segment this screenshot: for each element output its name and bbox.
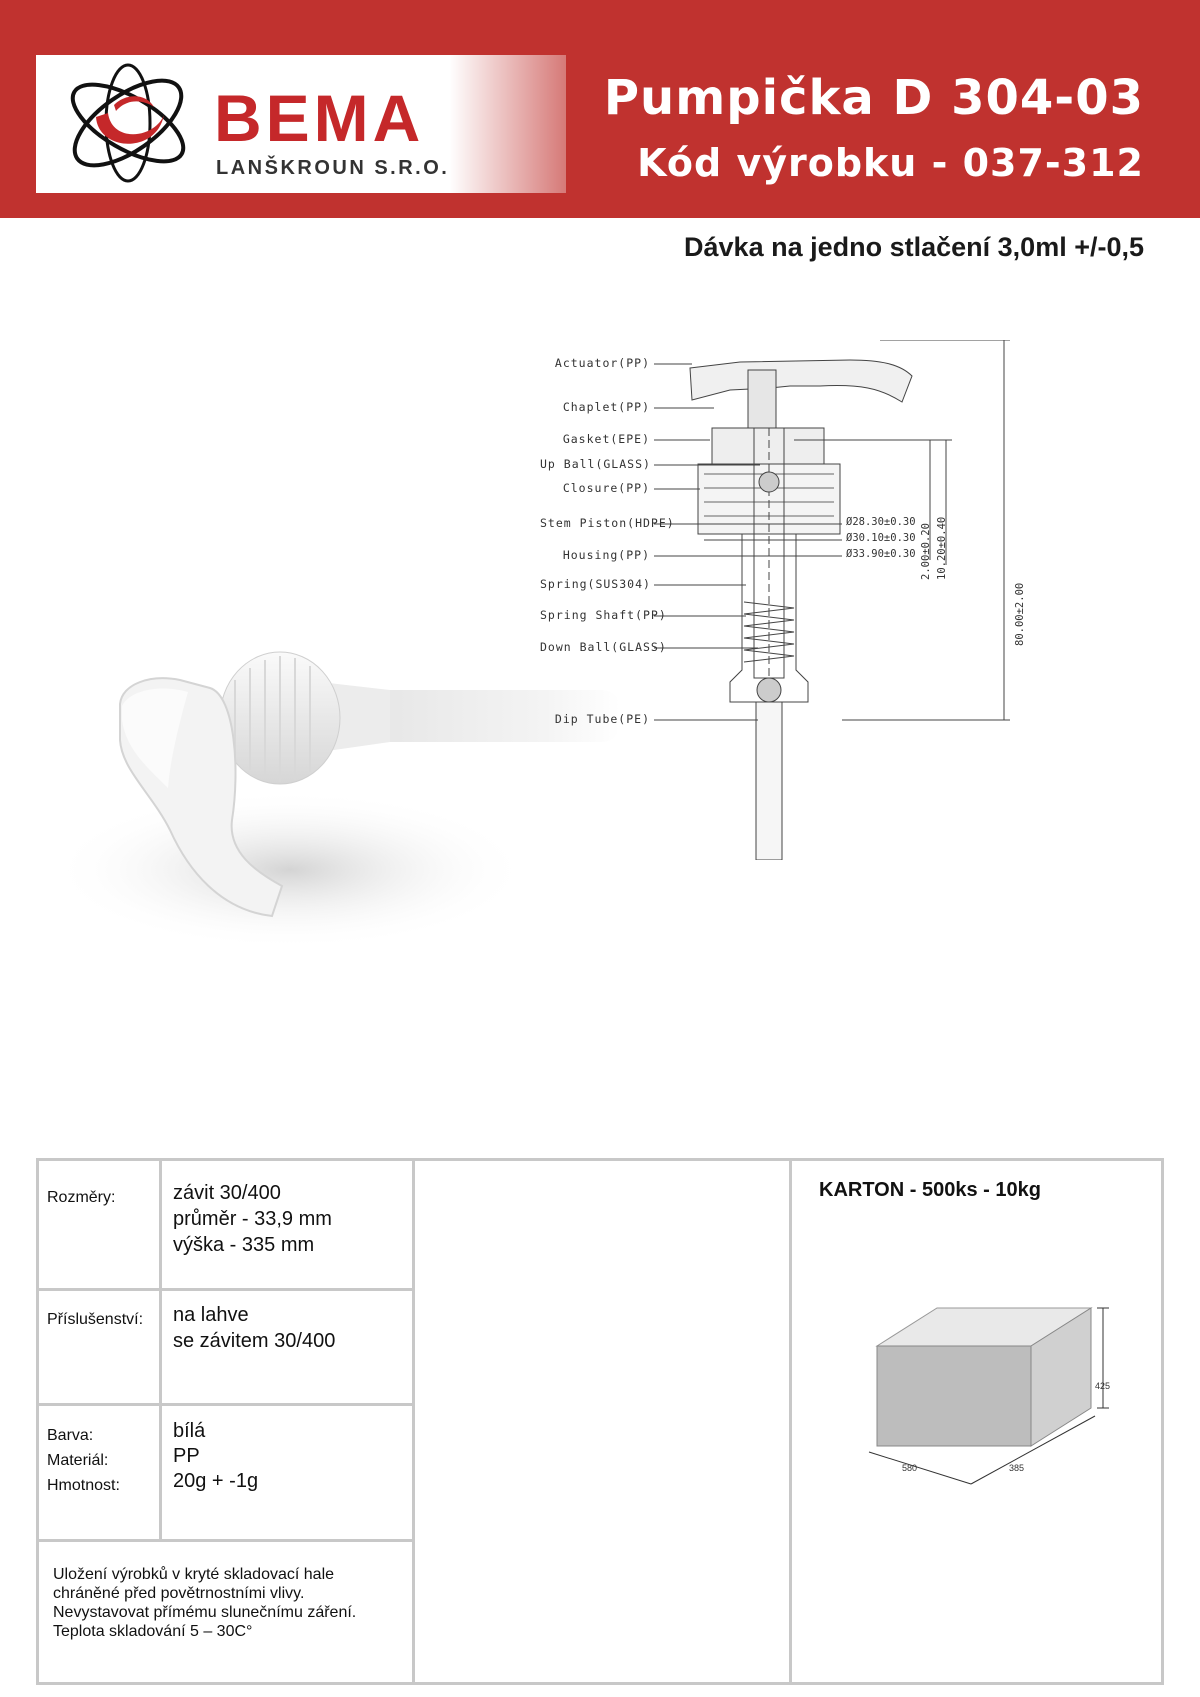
table-divider (39, 1403, 412, 1406)
spec-table (36, 1158, 1164, 1685)
dimensions-label: Rozměry: (47, 1189, 116, 1206)
part-label: Spring Shaft(PP) (540, 608, 667, 622)
storage-note: Teplota skladování 5 – 30C° (53, 1623, 253, 1640)
carton-title: KARTON - 500ks - 10kg (819, 1179, 1041, 1201)
part-label: Gasket(EPE) (562, 432, 650, 446)
part-label: Stem Piston(HDPE) (540, 516, 675, 530)
storage-note: Uložení výrobků v kryté skladovací hale (53, 1566, 335, 1583)
carton-height: 425 (1095, 1381, 1111, 1391)
brand-subtitle: LANŠKROUN S.R.O. (216, 157, 450, 179)
height-label: 80.00±2.00 (1014, 582, 1026, 646)
table-divider (789, 1161, 792, 1682)
part-label: Spring(SUS304) (540, 577, 651, 591)
dose-info: Dávka na jedno stlačení 3,0ml +/-0,5 (684, 232, 1144, 262)
accessories-label: Příslušenství: (47, 1311, 144, 1328)
product-title: Pumpička D 304-03 (603, 70, 1144, 126)
dimensions-value: výška - 335 mm (173, 1234, 315, 1256)
carton-box-icon (859, 1296, 1119, 1496)
part-label: Dip Tube(PE) (554, 712, 650, 726)
weight-label: Hmotnost: (47, 1477, 120, 1494)
diameter-label: Ø33.90±0.30 (846, 548, 916, 560)
dimensions-value: průměr - 33,9 mm (173, 1208, 332, 1230)
brand-name: BEMA (214, 81, 425, 155)
company-logo (36, 55, 566, 193)
part-label: Housing(PP) (562, 548, 650, 562)
accessories-value: se závitem 30/400 (173, 1330, 336, 1352)
material-value: PP (173, 1445, 200, 1467)
atom-logo-icon (36, 55, 216, 193)
part-label: Down Ball(GLASS) (540, 640, 667, 654)
header-banner (0, 0, 1200, 218)
weight-value: 20g + -1g (173, 1470, 259, 1492)
part-label: Up Ball(GLASS) (540, 457, 651, 471)
storage-note: chráněné před povětrnostními vlivy. (53, 1585, 305, 1602)
table-divider (39, 1288, 412, 1291)
table-divider (39, 1539, 412, 1542)
table-divider (159, 1161, 162, 1541)
storage-note: Nevystavovat přímému slunečnímu záření. (53, 1604, 357, 1621)
diameter-label: Ø28.30±0.30 (846, 516, 916, 528)
diameter-label: Ø30.10±0.30 (846, 532, 916, 544)
dimensions-value: závit 30/400 (173, 1182, 281, 1204)
color-label: Barva: (47, 1427, 94, 1444)
product-code: Kód výrobku - 037-312 (637, 141, 1144, 185)
carton-length: 580 (902, 1463, 918, 1473)
part-label: Chaplet(PP) (562, 400, 650, 414)
accessories-value: na lahve (173, 1304, 249, 1326)
height-label: 10.20±0.40 (936, 516, 948, 580)
part-label: Actuator(PP) (554, 356, 650, 370)
carton-width: 385 (1009, 1463, 1025, 1473)
height-label: 2.00±0.20 (920, 523, 932, 580)
color-value: bílá (173, 1420, 206, 1442)
material-label: Materiál: (47, 1452, 109, 1469)
technical-drawing (540, 340, 1100, 865)
part-label: Closure(PP) (562, 481, 650, 495)
product-photo (60, 620, 620, 980)
